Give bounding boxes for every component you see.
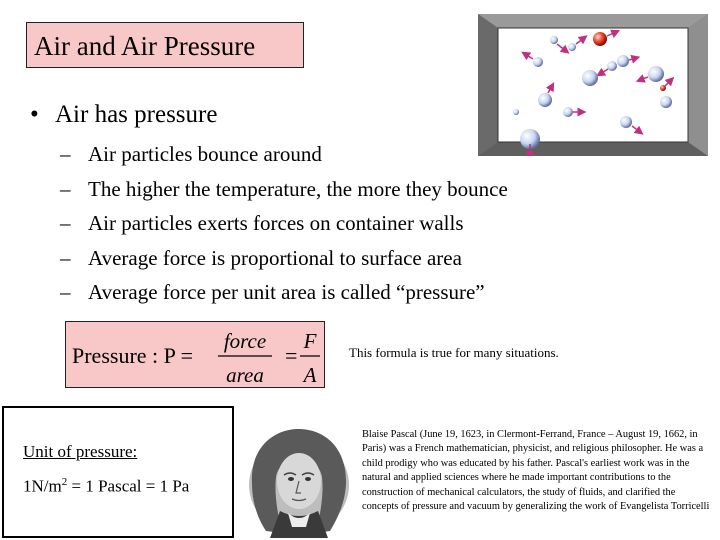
formula-label: Pressure : P = [72, 343, 193, 368]
unit-of-pressure-box [2, 406, 234, 538]
sub-bullet-marker: – [60, 176, 71, 201]
sub-bullet [60, 278, 508, 313]
sub-bullet-text: Air particles bounce around [88, 142, 322, 166]
pascal-biography-text: Blaise Pascal (June 19, 1623, in Clermont-Ferrand, France – August 19, 1662, in Paris) was a French mathematician, physicist, and religious philosopher. He was a child prodigy who was educated by his father. Pascal's earliest work was in the natural and applied sciences where he made important contributions to the construction of mechanical calculators, the study of fluids, and clarified the concepts of pressure and vacuum by generalizing the work of Evangelista Torricelli [362, 429, 710, 513]
formula-denominator-area: area [226, 363, 264, 387]
unit-equation-prefix: 1N/m [23, 476, 62, 496]
pressure-formula-box [65, 321, 325, 388]
sub-bullet-marker: – [60, 280, 71, 304]
unit-title: Unit of pressure: [23, 442, 138, 461]
sub-bullet-text: Average force per unit area is called “pressure” [88, 280, 485, 304]
sub-bullet-marker: – [60, 211, 71, 235]
formula-numerator-f: F [303, 329, 317, 353]
formula-denominator-a: A [303, 363, 317, 387]
main-bullet-text: Air has pressure [55, 101, 218, 128]
sub-bullet [60, 140, 508, 175]
sub-bullet-marker: – [60, 245, 71, 270]
slide-title: Air and Air Pressure [34, 31, 256, 61]
pressure-formula [66, 322, 326, 389]
unit-equation-exponent: 2 [61, 476, 68, 488]
sub-bullet-list [60, 140, 508, 313]
unit-equation-suffix: = 1 Pascal = 1 Pa [67, 476, 190, 496]
air-particles-container-diagram [478, 14, 708, 156]
bullet-marker: • [30, 101, 39, 128]
sub-bullet-text: The higher the temperature, the more they bounce [88, 176, 508, 201]
formula-equals: = [285, 343, 298, 368]
unit-equation [23, 476, 189, 497]
sub-bullet [60, 175, 508, 210]
sub-bullet [60, 244, 508, 279]
sub-bullet [60, 209, 508, 244]
pascal-portrait-image [240, 423, 358, 538]
title-box [26, 22, 304, 68]
formula-numerator-force: force [223, 329, 267, 353]
sub-bullet-text: Air particles exerts forces on container walls [88, 211, 464, 235]
sub-bullet-marker: – [60, 142, 71, 166]
main-bullet [30, 101, 217, 129]
sub-bullet-text: Average force is proportional to surface area [88, 245, 462, 270]
formula-note: This formula is true for many situations. [349, 345, 559, 360]
